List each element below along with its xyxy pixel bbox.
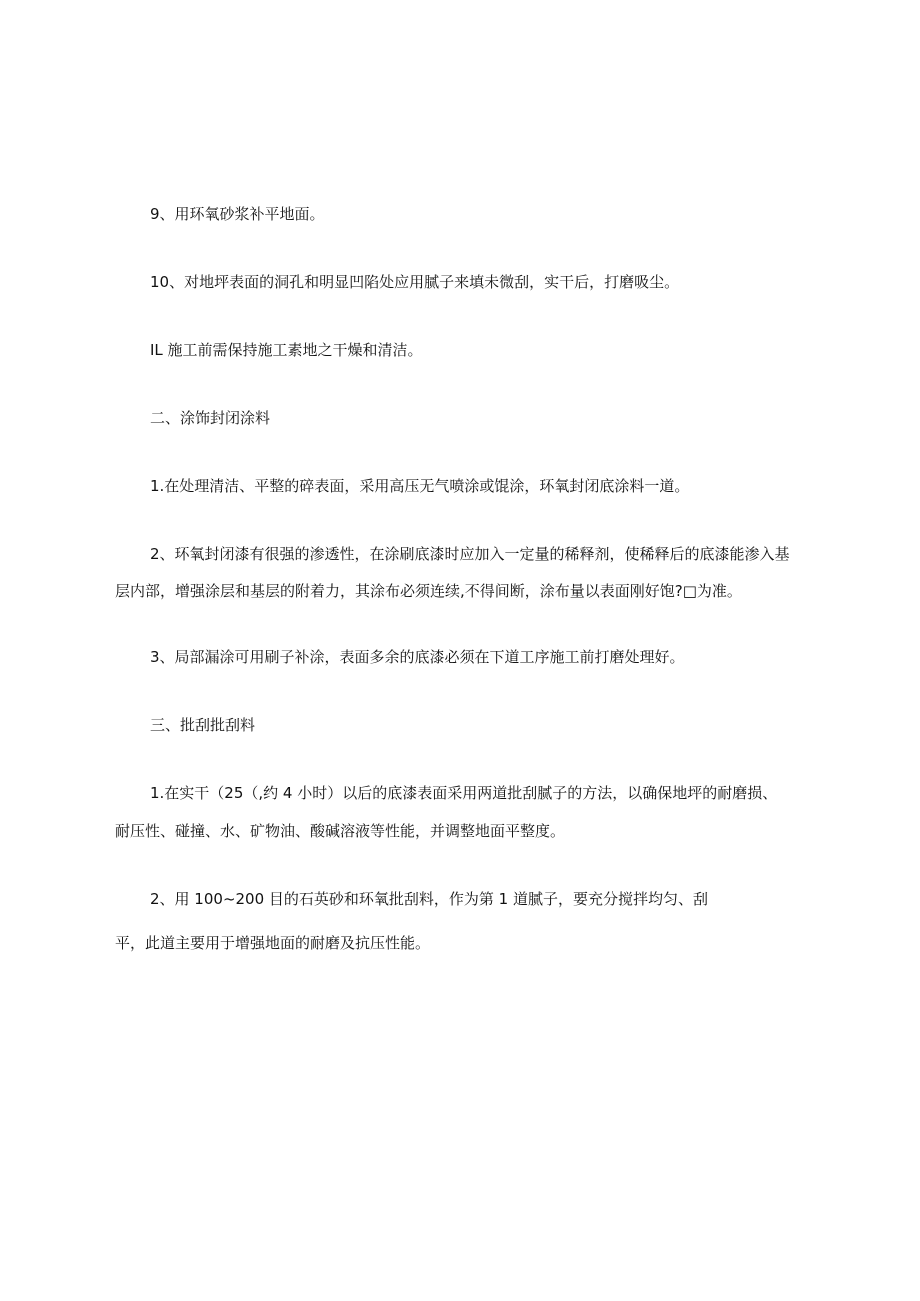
section-heading-3: 三、批刮批刮料 [150, 716, 256, 734]
paragraph-putty-2-line-1: 2、用 100~200 目的石英砂和环氧批刮料，作为第 1 道腻子，要充分搅拌均匀、刮 [150, 890, 708, 908]
paragraph-putty-1-line-1: 1.在实干（25（,约 4 小时）以后的底漆表面采用两道批刮腻子的方法，以确保地坪的耐磨损、 [150, 784, 778, 802]
paragraph-putty-2-line-2: 平，此道主要用于增强地面的耐磨及抗压性能。 [115, 934, 431, 952]
paragraph-seal-2-line-2: 层内部，增强涂层和基层的附着力，其涂布必须连续,不得间断，涂布量以表面刚好饱?□为准。 [115, 582, 742, 600]
paragraph-step-9: 9、用环氧砂浆补平地面。 [150, 205, 325, 223]
paragraph-putty-1-line-2: 耐压性、碰撞、水、矿物油、酸碱溶液等性能，并调整地面平整度。 [115, 822, 566, 840]
paragraph-seal-2-line-1: 2、环氧封闭漆有很强的渗透性，在涂刷底漆时应加入一定量的稀释剂，使稀释后的底漆能渗入基 [150, 545, 790, 563]
paragraph-step-10: 10、对地坪表面的洞孔和明显凹陷处应用腻子来填未微刮，实干后，打磨吸尘。 [150, 273, 680, 291]
paragraph-seal-1: 1.在处理清洁、平整的碎表面，采用高压无气喷涂或馄涂，环氧封闭底涂料一道。 [150, 477, 690, 495]
paragraph-step-11: IL 施工前需保持施工素地之干燥和清洁。 [150, 341, 423, 359]
paragraph-seal-3: 3、局部漏涂可用刷子补涂，表面多余的底漆必须在下道工序施工前打磨处理好。 [150, 648, 685, 666]
section-heading-2: 二、涂饰封闭涂料 [150, 409, 271, 427]
